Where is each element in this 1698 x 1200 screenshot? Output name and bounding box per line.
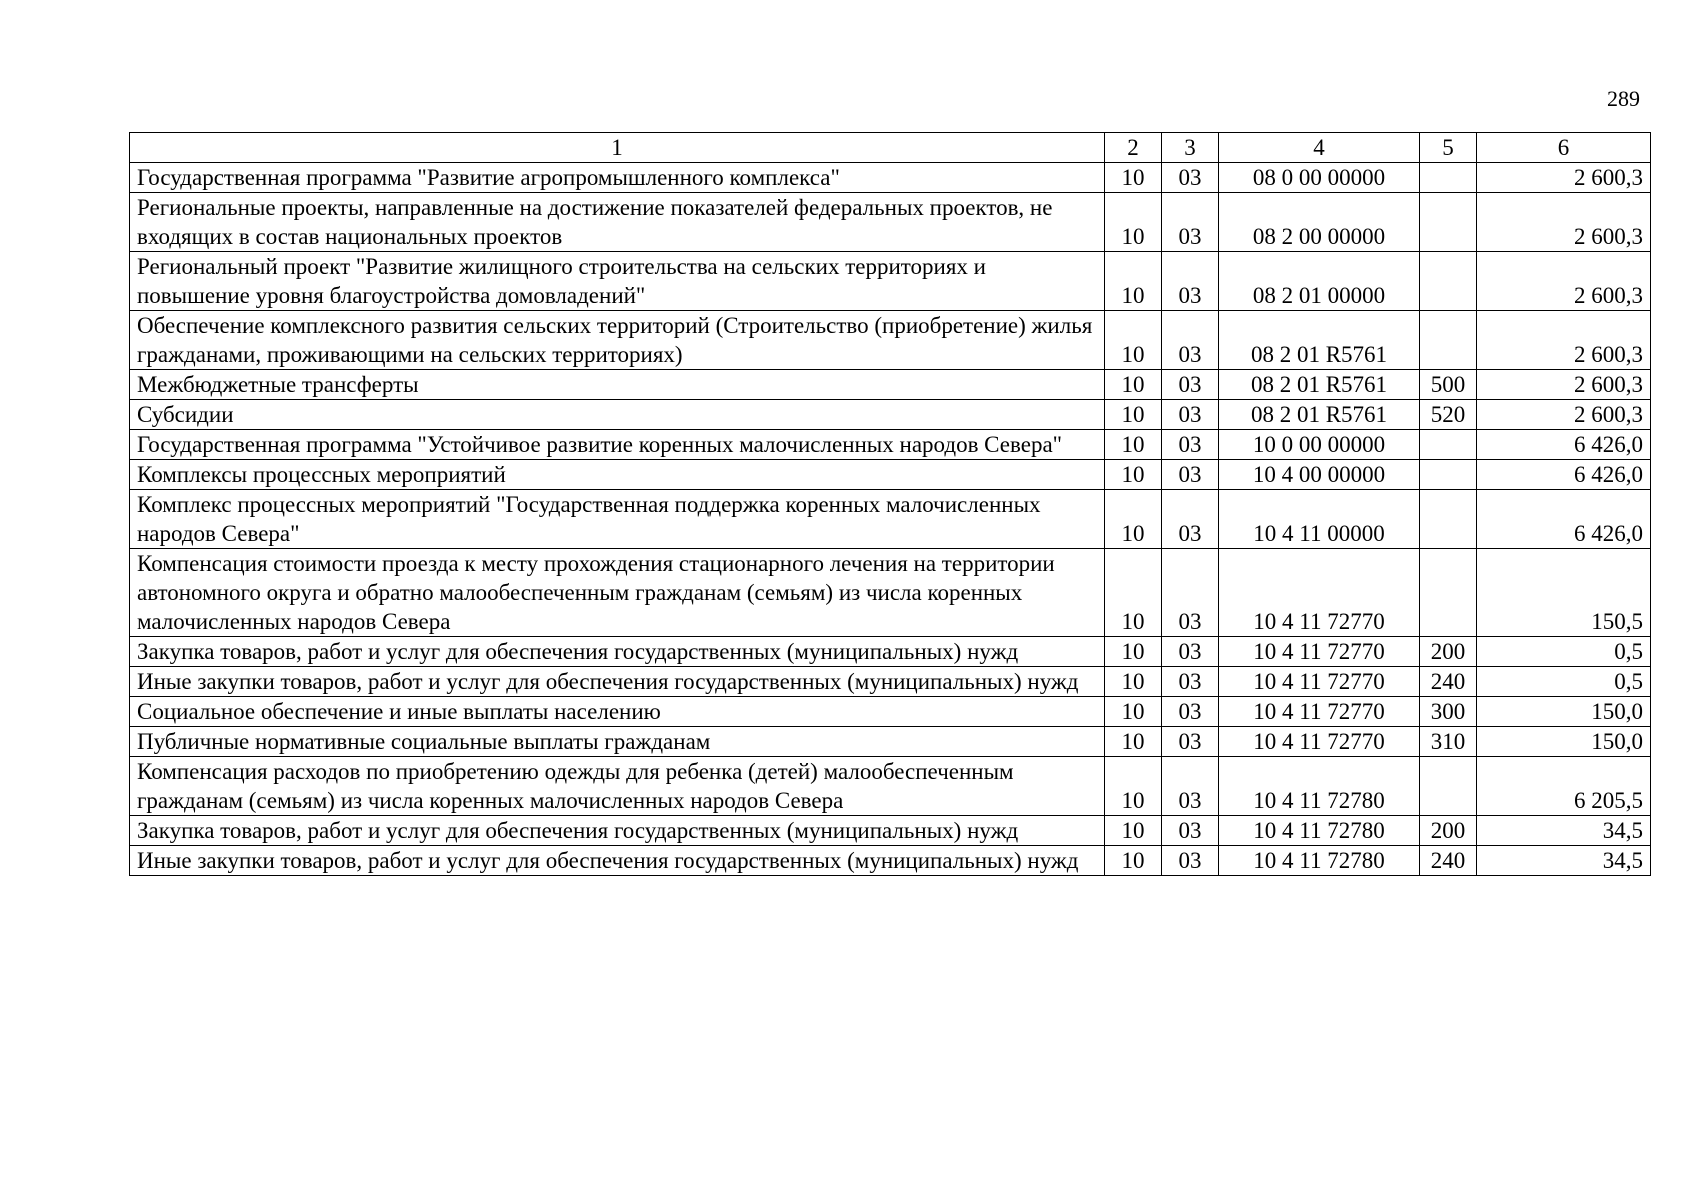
expense-type-cell: 500 <box>1420 370 1477 400</box>
expense-type-cell: 310 <box>1420 727 1477 757</box>
column-header: 3 <box>1162 133 1219 163</box>
amount-cell: 6 205,5 <box>1477 757 1651 816</box>
section-cell: 10 <box>1105 163 1162 193</box>
subsection-cell: 03 <box>1162 727 1219 757</box>
amount-cell: 150,0 <box>1477 727 1651 757</box>
amount-cell: 0,5 <box>1477 637 1651 667</box>
table-row <box>130 846 1651 876</box>
table-row <box>130 697 1651 727</box>
target-article-cell: 10 4 11 72780 <box>1219 757 1420 816</box>
target-article-cell: 08 0 00 00000 <box>1219 163 1420 193</box>
target-article-cell: 10 4 11 72770 <box>1219 549 1420 637</box>
section-cell: 10 <box>1105 727 1162 757</box>
table-row <box>130 549 1651 637</box>
row-name-cell: Субсидии <box>130 400 1105 430</box>
expense-type-cell <box>1420 757 1477 816</box>
section-cell: 10 <box>1105 757 1162 816</box>
amount-cell: 2 600,3 <box>1477 163 1651 193</box>
expense-type-cell <box>1420 430 1477 460</box>
expense-type-cell: 520 <box>1420 400 1477 430</box>
amount-cell: 150,5 <box>1477 549 1651 637</box>
subsection-cell: 03 <box>1162 697 1219 727</box>
expense-type-cell <box>1420 311 1477 370</box>
target-article-cell: 08 2 01 R5761 <box>1219 400 1420 430</box>
table-header <box>130 133 1651 163</box>
amount-cell: 150,0 <box>1477 697 1651 727</box>
table-row <box>130 400 1651 430</box>
table-row <box>130 460 1651 490</box>
row-name-cell: Межбюджетные трансферты <box>130 370 1105 400</box>
column-header: 1 <box>130 133 1105 163</box>
section-cell: 10 <box>1105 311 1162 370</box>
row-name-cell: Компенсация расходов по приобретению одежды для ребенка (детей) малообеспеченным гражданам (семьям) из числа коренных малочисленных народов Севера <box>130 757 1105 816</box>
table-body <box>130 163 1651 876</box>
table-row <box>130 252 1651 311</box>
target-article-cell: 10 4 00 00000 <box>1219 460 1420 490</box>
table-row <box>130 727 1651 757</box>
amount-cell: 2 600,3 <box>1477 252 1651 311</box>
target-article-cell: 10 4 11 00000 <box>1219 490 1420 549</box>
row-name-cell: Иные закупки товаров, работ и услуг для обеспечения государственных (муниципальных) нужд <box>130 846 1105 876</box>
column-header: 4 <box>1219 133 1420 163</box>
subsection-cell: 03 <box>1162 460 1219 490</box>
section-cell: 10 <box>1105 460 1162 490</box>
table-row <box>130 311 1651 370</box>
section-cell: 10 <box>1105 400 1162 430</box>
column-header: 5 <box>1420 133 1477 163</box>
subsection-cell: 03 <box>1162 757 1219 816</box>
expense-type-cell <box>1420 252 1477 311</box>
subsection-cell: 03 <box>1162 163 1219 193</box>
amount-cell: 2 600,3 <box>1477 370 1651 400</box>
amount-cell: 6 426,0 <box>1477 430 1651 460</box>
amount-cell: 34,5 <box>1477 816 1651 846</box>
section-cell: 10 <box>1105 846 1162 876</box>
target-article-cell: 10 0 00 00000 <box>1219 430 1420 460</box>
amount-cell: 2 600,3 <box>1477 311 1651 370</box>
row-name-cell: Закупка товаров, работ и услуг для обеспечения государственных (муниципальных) нужд <box>130 816 1105 846</box>
subsection-cell: 03 <box>1162 490 1219 549</box>
row-name-cell: Региональные проекты, направленные на достижение показателей федеральных проектов, не входящих в состав национальных проектов <box>130 193 1105 252</box>
amount-cell: 34,5 <box>1477 846 1651 876</box>
target-article-cell: 10 4 11 72780 <box>1219 816 1420 846</box>
table-row <box>130 667 1651 697</box>
section-cell: 10 <box>1105 193 1162 252</box>
table-row <box>130 430 1651 460</box>
expense-type-cell <box>1420 193 1477 252</box>
target-article-cell: 10 4 11 72770 <box>1219 697 1420 727</box>
table-row <box>130 757 1651 816</box>
subsection-cell: 03 <box>1162 637 1219 667</box>
section-cell: 10 <box>1105 549 1162 637</box>
expense-type-cell <box>1420 549 1477 637</box>
subsection-cell: 03 <box>1162 400 1219 430</box>
subsection-cell: 03 <box>1162 846 1219 876</box>
target-article-cell: 08 2 01 R5761 <box>1219 311 1420 370</box>
table-row <box>130 370 1651 400</box>
row-name-cell: Комплексы процессных мероприятий <box>130 460 1105 490</box>
column-header: 2 <box>1105 133 1162 163</box>
amount-cell: 2 600,3 <box>1477 193 1651 252</box>
row-name-cell: Комплекс процессных мероприятий "Государственная поддержка коренных малочисленных народов Севера" <box>130 490 1105 549</box>
subsection-cell: 03 <box>1162 430 1219 460</box>
page-number: 289 <box>1607 86 1640 111</box>
row-name-cell: Государственная программа "Развитие агропромышленного комплекса" <box>130 163 1105 193</box>
table-row <box>130 637 1651 667</box>
target-article-cell: 10 4 11 72780 <box>1219 846 1420 876</box>
table-row <box>130 193 1651 252</box>
section-cell: 10 <box>1105 490 1162 549</box>
section-cell: 10 <box>1105 637 1162 667</box>
subsection-cell: 03 <box>1162 252 1219 311</box>
amount-cell: 0,5 <box>1477 667 1651 697</box>
expense-type-cell <box>1420 163 1477 193</box>
subsection-cell: 03 <box>1162 549 1219 637</box>
row-name-cell: Иные закупки товаров, работ и услуг для обеспечения государственных (муниципальных) нужд <box>130 667 1105 697</box>
expense-type-cell: 240 <box>1420 846 1477 876</box>
header-row <box>130 133 1651 163</box>
section-cell: 10 <box>1105 697 1162 727</box>
row-name-cell: Обеспечение комплексного развития сельских территорий (Строительство (приобретение) жилья гражданами, проживающими на сельских территориях) <box>130 311 1105 370</box>
target-article-cell: 10 4 11 72770 <box>1219 727 1420 757</box>
amount-cell: 2 600,3 <box>1477 400 1651 430</box>
row-name-cell: Социальное обеспечение и иные выплаты населению <box>130 697 1105 727</box>
subsection-cell: 03 <box>1162 667 1219 697</box>
section-cell: 10 <box>1105 370 1162 400</box>
row-name-cell: Закупка товаров, работ и услуг для обеспечения государственных (муниципальных) нужд <box>130 637 1105 667</box>
subsection-cell: 03 <box>1162 193 1219 252</box>
table-row <box>130 163 1651 193</box>
row-name-cell: Региональный проект "Развитие жилищного строительства на сельских территориях и повышение уровня благоустройства домовладений" <box>130 252 1105 311</box>
table-row <box>130 490 1651 549</box>
row-name-cell: Компенсация стоимости проезда к месту прохождения стационарного лечения на территории автономного округа и обратно малообеспеченным гражданам (семьям) из числа коренных малочисленных народов Севера <box>130 549 1105 637</box>
row-name-cell: Публичные нормативные социальные выплаты гражданам <box>130 727 1105 757</box>
table-row <box>130 816 1651 846</box>
target-article-cell: 10 4 11 72770 <box>1219 637 1420 667</box>
target-article-cell: 10 4 11 72770 <box>1219 667 1420 697</box>
expense-type-cell: 200 <box>1420 637 1477 667</box>
amount-cell: 6 426,0 <box>1477 490 1651 549</box>
target-article-cell: 08 2 01 R5761 <box>1219 370 1420 400</box>
expense-type-cell: 240 <box>1420 667 1477 697</box>
expense-type-cell: 200 <box>1420 816 1477 846</box>
section-cell: 10 <box>1105 430 1162 460</box>
expense-type-cell <box>1420 490 1477 549</box>
budget-table <box>129 132 1651 876</box>
expense-type-cell: 300 <box>1420 697 1477 727</box>
target-article-cell: 08 2 01 00000 <box>1219 252 1420 311</box>
amount-cell: 6 426,0 <box>1477 460 1651 490</box>
row-name-cell: Государственная программа "Устойчивое развитие коренных малочисленных народов Севера" <box>130 430 1105 460</box>
subsection-cell: 03 <box>1162 370 1219 400</box>
subsection-cell: 03 <box>1162 311 1219 370</box>
target-article-cell: 08 2 00 00000 <box>1219 193 1420 252</box>
subsection-cell: 03 <box>1162 816 1219 846</box>
expense-type-cell <box>1420 460 1477 490</box>
section-cell: 10 <box>1105 667 1162 697</box>
section-cell: 10 <box>1105 252 1162 311</box>
section-cell: 10 <box>1105 816 1162 846</box>
column-header: 6 <box>1477 133 1651 163</box>
